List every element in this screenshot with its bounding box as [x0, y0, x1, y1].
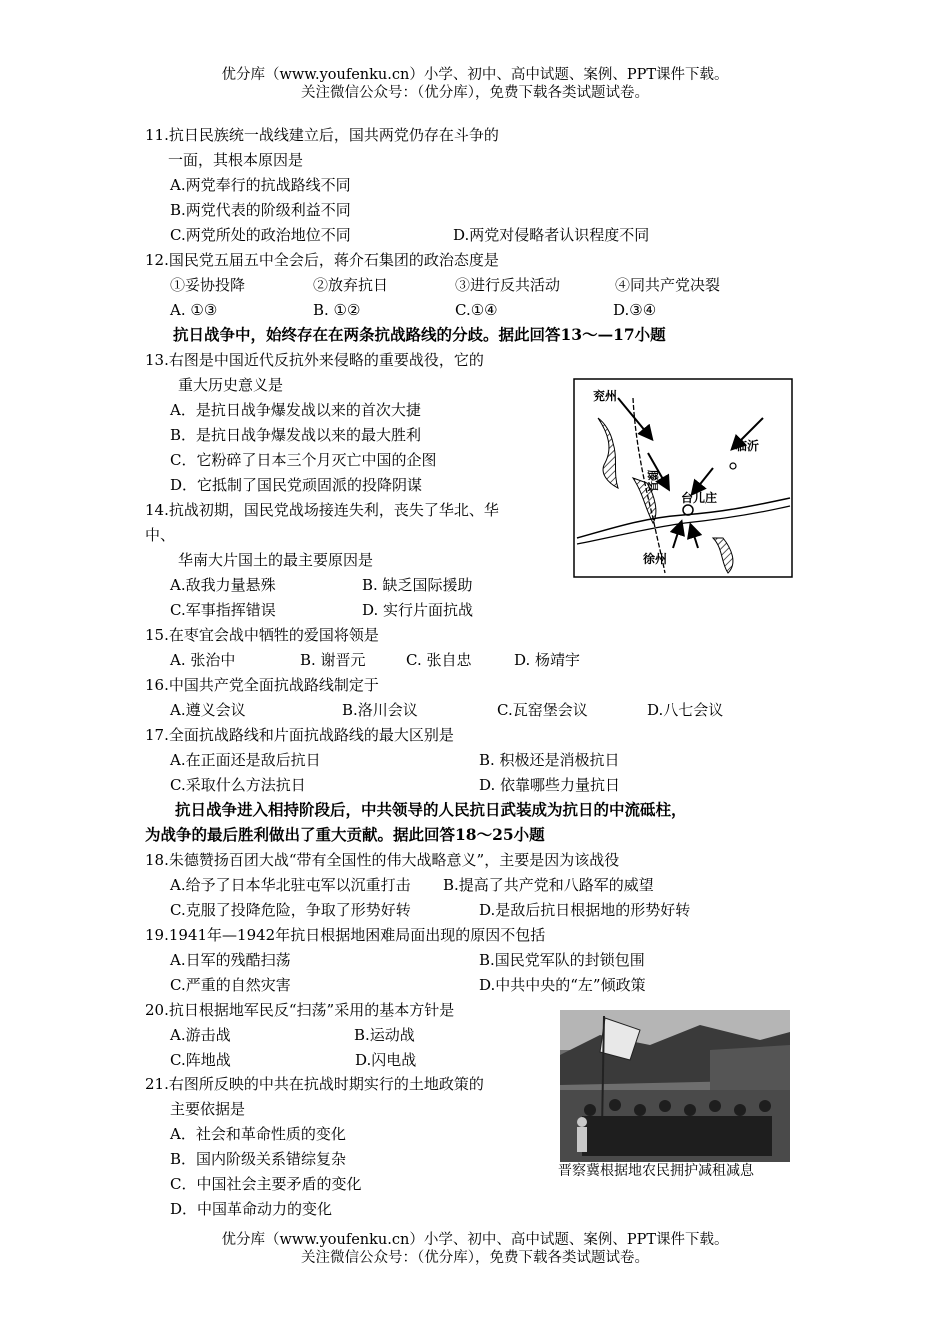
q16-option-a: A.遵义会议: [170, 701, 246, 719]
q11-option-b: B.两党代表的阶级利益不同: [170, 201, 351, 219]
q11-option-a: A.两党奉行的抗战路线不同: [170, 176, 351, 194]
q15-stem: 15.在枣宜会战中牺牲的爱国将领是: [145, 626, 379, 644]
section-heading-18-25-line-2: 为战争的最后胜利做出了重大贡献。据此回答18～25小题: [145, 825, 545, 844]
q13-stem-2: 重大历史意义是: [178, 376, 284, 394]
q12-item-2: ②放弃抗日: [313, 276, 389, 294]
q11-stem-2: 一面，其根本原因是: [168, 151, 304, 169]
q19-option-b: B.国民党军队的封锁包围: [479, 951, 645, 969]
q18-option-b: B.提高了共产党和八路军的威望: [443, 876, 654, 894]
q19-option-d: D.中共中央的“左”倾政策: [479, 976, 646, 994]
q19-stem: 19.1941年—1942年抗日根据地困难局面出现的原因不包括: [145, 926, 546, 944]
q14-option-c: C.军事指挥错误: [170, 601, 276, 619]
q20-option-c: C.阵地战: [170, 1051, 231, 1069]
q13-option-a: A．是抗日战争爆发战以来的首次大捷: [170, 401, 421, 419]
map-label-linyi: 临沂: [735, 439, 760, 453]
q20-option-d: D.闪电战: [355, 1051, 417, 1069]
q14-option-b: B. 缺乏国际援助: [362, 576, 473, 594]
header-line-1: 优分库（www.youfenku.cn）小学、初中、高中试题、案例、PPT课件下载。: [221, 67, 729, 83]
q11-option-c: C.两党所处的政治地位不同: [170, 226, 351, 244]
q21-option-b: B．国内阶级关系错综复杂: [170, 1150, 347, 1168]
q13-stem-1: 13.右图是中国近代反抗外来侵略的重要战役，它的: [145, 351, 484, 369]
q12-option-b: B. ①②: [313, 301, 361, 319]
q13-option-c: C．它粉碎了日本三个月灭亡中国的企图: [170, 451, 437, 469]
footer-line-1: 优分库（www.youfenku.cn）小学、初中、高中试题、案例、PPT课件下载。: [221, 1232, 729, 1248]
q17-option-b: B. 积极还是消极抗日: [479, 751, 620, 769]
q11-option-d: D.两党对侵略者认识程度不同: [453, 226, 650, 244]
q16-stem: 16.中国共产党全面抗战路线制定于: [145, 676, 379, 694]
footer-line-2: 关注微信公众号：（优分库），免费下载各类试题试卷。: [301, 1250, 649, 1266]
q16-option-d: D.八七会议: [647, 701, 724, 719]
q12-item-4: ④同共产党决裂: [615, 276, 721, 294]
map-label-tengxian: 滕县: [646, 470, 659, 492]
q17-stem: 17.全面抗战路线和片面抗战路线的最大区别是: [145, 726, 454, 744]
q17-option-a: A.在正面还是敌后抗日: [170, 751, 321, 769]
q18-stem: 18.朱德赞扬百团大战“带有全国性的伟大战略意义”，主要是因为该战役: [145, 851, 620, 869]
q17-option-c: C.采取什么方法抗日: [170, 776, 306, 794]
section-heading-18-25-line-1: 抗日战争进入相持阶段后，中共领导的人民抗日武装成为抗日的中流砥柱，: [175, 800, 687, 819]
q19-option-a: A.日军的残酷扫荡: [170, 951, 291, 969]
q20-option-a: A.游击战: [170, 1026, 231, 1044]
q14-stem-3: 华南大片国土的最主要原因是: [178, 551, 374, 569]
q16-option-c: C.瓦窑堡会议: [497, 701, 588, 719]
farmers-rent-reduction-photo: [560, 1010, 790, 1162]
map-label-xuzhou: 徐州: [643, 552, 668, 566]
map-label-yanzhou: 兖州: [593, 389, 618, 403]
map-label-taierzhuang: 台儿庄: [681, 491, 718, 505]
q13-option-d: D．它抵制了国民党顽固派的投降阴谋: [170, 476, 423, 494]
q21-option-a: A．社会和革命性质的变化: [170, 1125, 346, 1143]
q12-option-d: D.③④: [613, 301, 657, 319]
q14-stem-2: 中、: [145, 526, 176, 544]
q19-option-c: C.严重的自然灾害: [170, 976, 291, 994]
q12-item-1: ①妥协投降: [170, 276, 246, 294]
q21-option-d: D．中国革命动力的变化: [170, 1200, 333, 1218]
photo-caption: 晋察冀根据地农民拥护减租减息: [558, 1163, 754, 1179]
q18-option-d: D.是敌后抗日根据地的形势好转: [479, 901, 691, 919]
q21-option-c: C．中国社会主要矛盾的变化: [170, 1175, 362, 1193]
q20-option-b: B.运动战: [354, 1026, 415, 1044]
q12-item-3: ③进行反共活动: [455, 276, 561, 294]
q15-option-d: D. 杨靖宇: [514, 651, 581, 669]
q17-option-d: D. 依靠哪些力量抗日: [479, 776, 621, 794]
q11-stem-1: 11.抗日民族统一战线建立后，国共两党仍存在斗争的: [145, 126, 499, 144]
q12-option-a: A. ①③: [170, 301, 218, 319]
q14-option-d: D. 实行片面抗战: [362, 601, 474, 619]
q14-option-a: A.敌我力量悬殊: [170, 576, 276, 594]
q18-option-a: A.给予了日本华北驻屯军以沉重打击: [170, 876, 411, 894]
q12-option-c: C.①④: [455, 301, 498, 319]
section-heading-13-17: 抗日战争中，始终存在在两条抗战路线的分歧。据此回答13～—17小题: [173, 325, 666, 344]
q14-stem-1: 14.抗战初期，国民党战场接连失利，丧失了华北、华: [145, 501, 499, 519]
q16-option-b: B.洛川会议: [342, 701, 418, 719]
q20-stem: 20.抗日根据地军民反“扫荡”采用的基本方针是: [145, 1001, 455, 1019]
q18-option-c: C.克服了投降危险，争取了形势好转: [170, 901, 411, 919]
q21-stem-1: 21.右图所反映的中共在抗战时期实行的土地政策的: [145, 1075, 484, 1093]
q12-stem: 12.国民党五届五中全会后，蒋介石集团的政治态度是: [145, 251, 499, 269]
taierzhuang-battle-map: [573, 378, 793, 578]
q15-option-a: A. 张治中: [170, 651, 236, 669]
q15-option-b: B. 谢晋元: [300, 651, 366, 669]
q15-option-c: C. 张自忠: [406, 651, 472, 669]
q21-stem-2: 主要依据是: [170, 1100, 246, 1118]
q13-option-b: B．是抗日战争爆发战以来的最大胜利: [170, 426, 422, 444]
header-line-2: 关注微信公众号：（优分库），免费下载各类试题试卷。: [301, 85, 649, 101]
